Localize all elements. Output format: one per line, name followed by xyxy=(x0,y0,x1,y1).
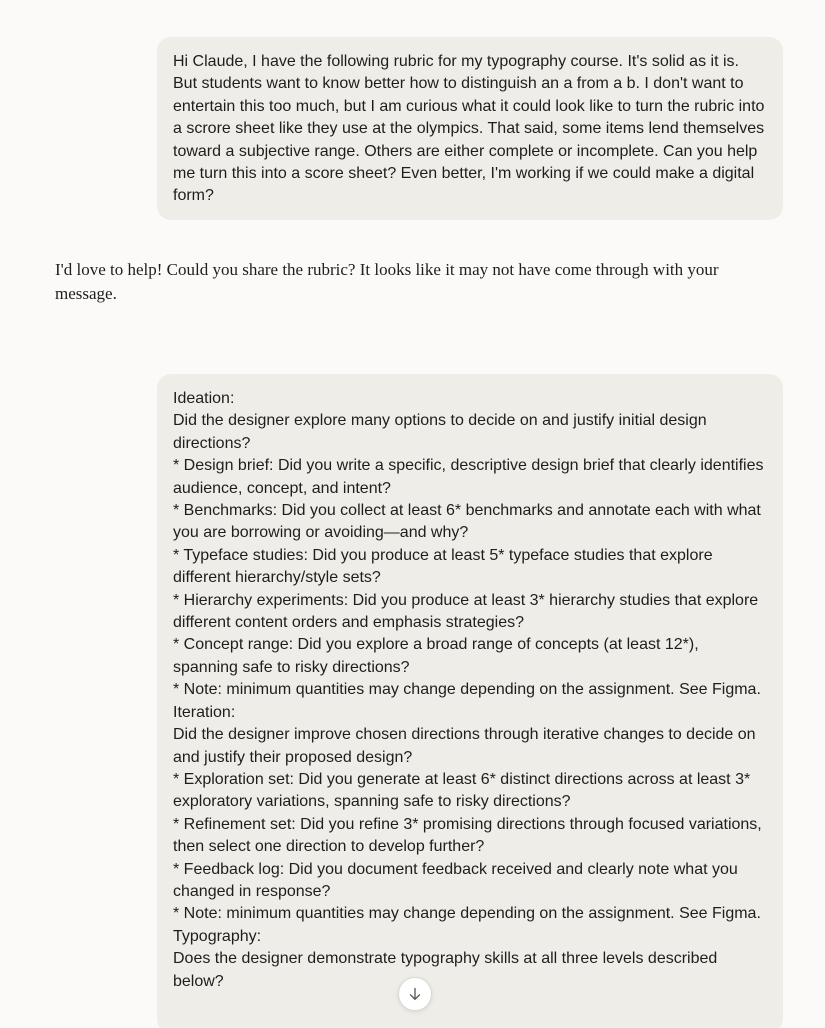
user-message-text: Hi Claude, I have the following rubric for my typography course. It's solid as it is. But students want to know better how to distinguish an a from a b. I don't want to entertain this too much, but I am curious what it could look like to turn the rubric into a scrore sheet like they use at the olympics. That said, some items lend themselves toward a subjective range. Others are either complete or incomplete. Can you help me turn this into a score sheet? Even better, I'm working if we could make a digital form? xyxy=(173,53,765,205)
rubric-line: * Hierarchy experiments: Did you produce at least 3* hierarchy studies that explore different content orders and emphasis strategies? xyxy=(173,591,763,632)
rubric-line: Ideation: xyxy=(173,390,235,407)
rubric-line: * Refinement set: Did you refine 3* promising directions through focused variations, then select one direction to develop further? xyxy=(173,815,767,856)
rubric-line: Does the designer demonstrate typography skills at all three levels described below? xyxy=(173,950,722,990)
rubric-line: * Benchmarks: Did you collect at least 6* benchmarks and annotate each with what you are borrowing or avoiding—and why? xyxy=(173,502,766,542)
user-message-rubric xyxy=(157,374,783,1028)
assistant-message xyxy=(55,258,745,306)
rubric-line: * Typeface studies: Did you produce at least 5* typeface studies that explore different hierarchy/style sets? xyxy=(173,546,718,587)
rubric-line: * Feedback log: Did you document feedback received and clearly note what you changed in response? xyxy=(173,860,743,900)
rubric-line: * Note: minimum quantities may change depending on the assignment. See Figma. xyxy=(173,905,761,923)
arrow-down-icon xyxy=(408,987,422,1001)
rubric-line: Typography: xyxy=(173,927,262,945)
assistant-message-text: I'd love to help! Could you share the rubric? It looks like it may not have come through with your message. xyxy=(55,260,719,303)
rubric-line: Iteration: xyxy=(173,703,236,721)
rubric-line: * Exploration set: Did you generate at least 6* distinct directions across at least 3* exploratory variations, spanning safe to risky directions? xyxy=(173,770,755,811)
rubric-line: Did the designer improve chosen directions through iterative changes to decide on and justify their proposed design? xyxy=(173,726,761,766)
rubric-line: * Design brief: Did you write a specific, descriptive design brief that clearly identifies audience, concept, and intent? xyxy=(173,457,768,497)
rubric-line: * Note: minimum quantities may change depending on the assignment. See Figma. xyxy=(173,681,761,699)
rubric-line: * Concept range: Did you explore a broad range of concepts (at least 12*), spanning safe to risky directions? xyxy=(173,636,704,676)
scroll-to-bottom-button[interactable] xyxy=(398,977,432,1011)
user-message xyxy=(157,37,783,220)
rubric-line: Did the designer explore many options to decide on and justify initial design directions? xyxy=(173,412,712,452)
